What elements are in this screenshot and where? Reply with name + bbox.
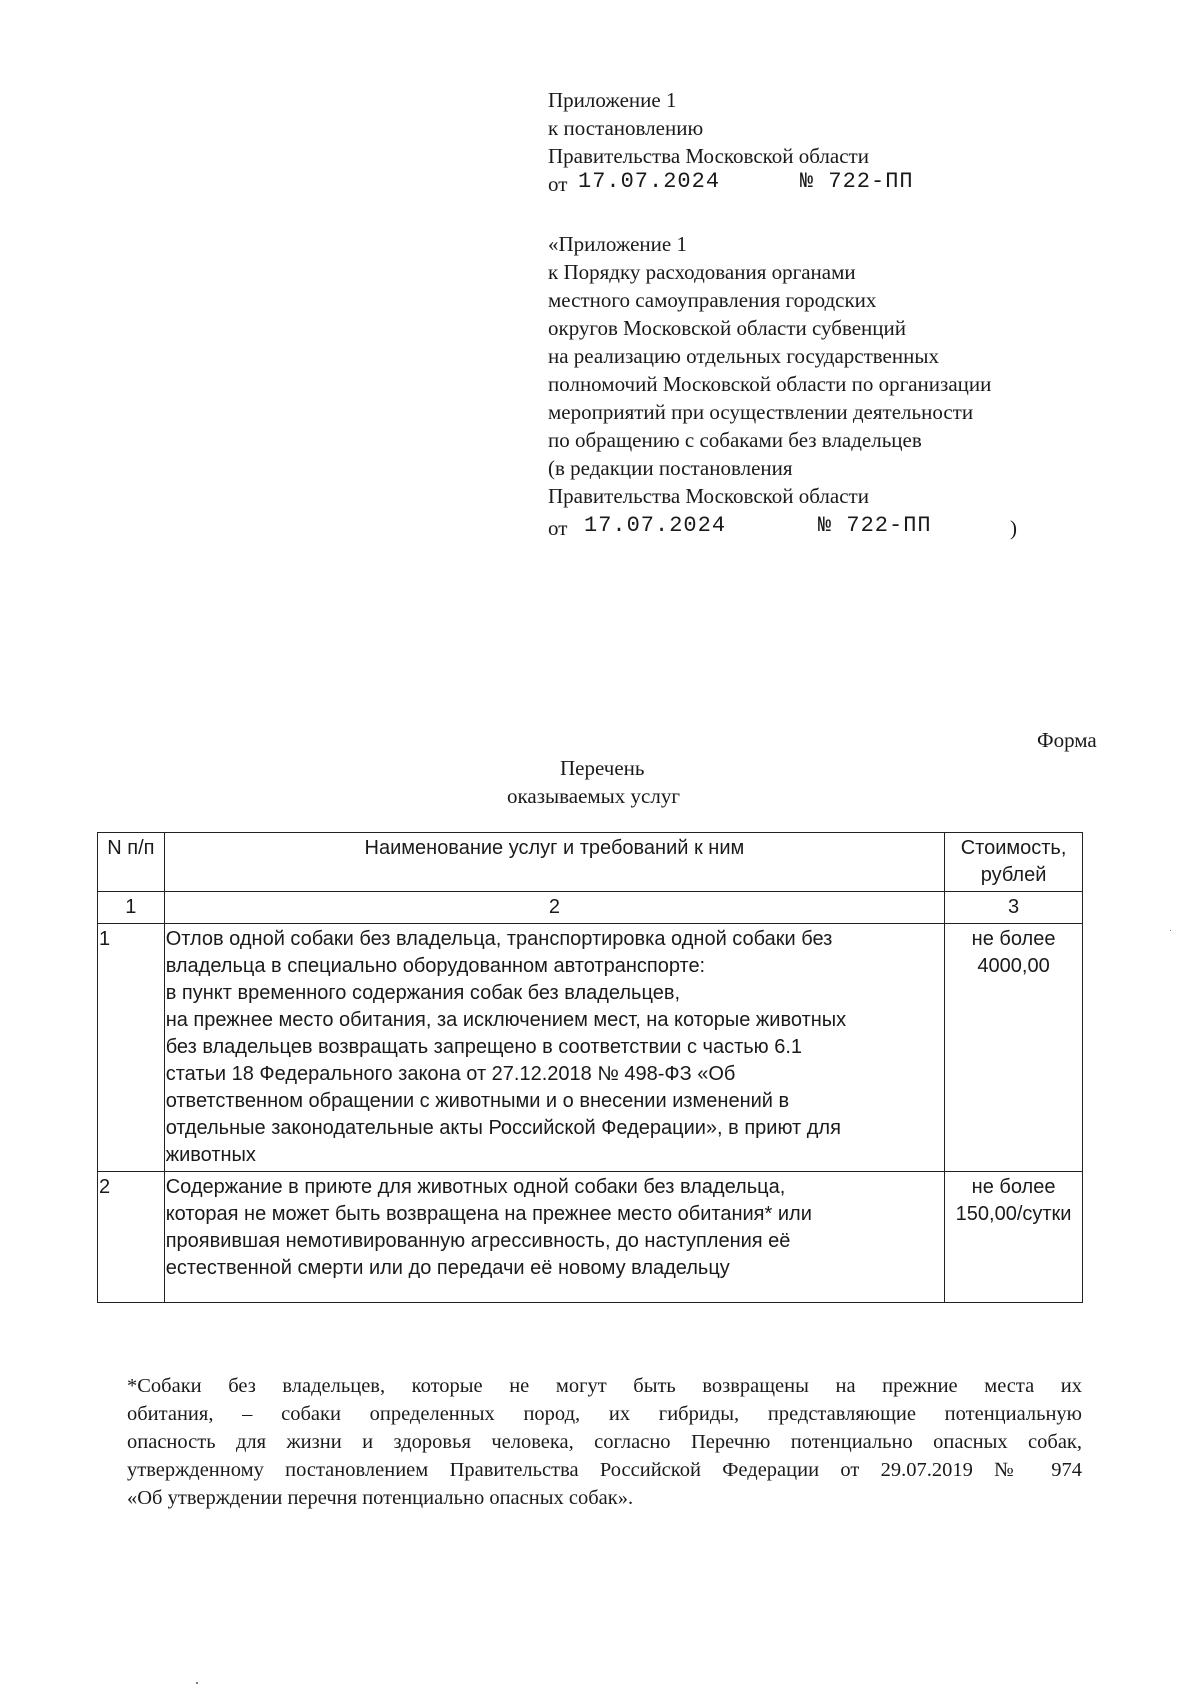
order-date: 17.07.2024	[584, 513, 727, 538]
row-1-cost	[945, 924, 1083, 1172]
order-line-4: округов Московской области субвенций	[548, 316, 907, 340]
row-1-line-3: в пункт временного содержания собак без владельцев,	[165, 982, 680, 1004]
list-title-line-2: оказываемых услуг	[507, 784, 680, 808]
row-1-line-5: без владельцев возвращать запрещено в соответствии с частью 6.1	[165, 1036, 803, 1058]
order-line-9: (в редакции постановления	[548, 456, 793, 480]
row-2-cost	[945, 1172, 1083, 1303]
row-2-cost-line-2: 150,00/сутки	[955, 1203, 1072, 1225]
scan-speck	[196, 1682, 198, 1684]
order-line-5: на реализацию отдельных государственных	[548, 344, 939, 368]
header-cost	[945, 833, 1083, 892]
appendix-line-3: Правительства Московской области	[548, 144, 869, 168]
row-1-num: 1	[98, 924, 165, 1172]
footnote-line-3: опасность для жизни и здоровья человека, согласно Перечню потенциально опасных собак,	[127, 1431, 1082, 1453]
row-1-name	[164, 924, 944, 1172]
order-line-3: местного самоуправления городских	[548, 288, 877, 312]
list-title-line-1: Перечень	[560, 756, 645, 780]
footnote-line-4: утвержденному постановлением Правительства Российской Федерации от 29.07.2019 № 974	[127, 1459, 1082, 1481]
header-cost-line-2: рублей	[980, 864, 1047, 886]
footnote	[127, 1372, 1082, 1512]
order-line-1: «Приложение 1	[548, 232, 687, 256]
row-1-line-9: животных	[165, 1144, 256, 1166]
header-name: Наименование услуг и требований к ним	[164, 833, 944, 892]
services-table	[97, 832, 1083, 1303]
table-column-numbers-row	[98, 892, 1083, 924]
footnote-line-5: «Об утверждении перечня потенциально опасных собак».	[127, 1487, 634, 1509]
order-line-8: по обращению с собаками без владельцев	[548, 428, 922, 452]
row-1-cost-line-1: не более	[971, 928, 1056, 950]
row-2-line-2: которая не может быть возвращена на прежнее место обитания* или	[165, 1203, 812, 1225]
row-2-num: 2	[98, 1172, 165, 1303]
row-1-line-4: на прежнее место обитания, за исключением мест, на которые животных	[165, 1009, 847, 1031]
header-cost-line-1: Стоимость,	[960, 837, 1067, 859]
form-label: Форма	[1037, 728, 1097, 752]
table-row	[98, 924, 1083, 1172]
row-1-line-7: ответственном обращении с животными и о внесении изменений в	[165, 1090, 790, 1112]
appendix-number: № 722-ПП	[800, 169, 914, 194]
order-line-7: мероприятий при осуществлении деятельности	[548, 400, 974, 424]
row-2-line-1: Содержание в приюте для животных одной собаки без владельца,	[165, 1176, 786, 1198]
row-1-line-8: отдельные законодательные акты Российской Федерации», в приют для	[165, 1117, 841, 1139]
order-closing-bracket: )	[1010, 516, 1017, 540]
appendix-line-2: к постановлению	[548, 116, 704, 140]
appendix-title: Приложение 1	[548, 88, 677, 112]
scan-speck	[1170, 930, 1171, 931]
row-1-line-2: владельца в специально оборудованном автотранспорте:	[165, 955, 706, 977]
order-number: № 722-ПП	[818, 513, 932, 538]
row-1-line-6: статьи 18 Федерального закона от 27.12.2018 № 498-ФЗ «Об	[165, 1063, 736, 1085]
header-num: N п/п	[98, 833, 165, 892]
column-number-2: 2	[164, 892, 944, 924]
row-2-line-4: естественной смерти или до передачи её новому владельцу	[165, 1257, 730, 1279]
column-number-3: 3	[945, 892, 1083, 924]
table-row	[98, 1172, 1083, 1303]
column-number-1: 1	[98, 892, 165, 924]
footnote-line-1: *Собаки без владельцев, которые не могут быть возвращены на прежние места их	[127, 1375, 1082, 1397]
order-line-10: Правительства Московской области	[548, 484, 869, 508]
order-line-6: полномочий Московской области по организации	[548, 372, 992, 396]
footnote-line-2: обитания, – собаки определенных пород, их гибриды, представляющие потенциальную	[127, 1403, 1082, 1425]
order-date-prefix: от	[548, 516, 568, 540]
row-1-cost-line-2: 4000,00	[977, 955, 1050, 977]
row-2-line-3: проявившая немотивированную агрессивность, до наступления её	[165, 1230, 791, 1252]
row-1-line-1: Отлов одной собаки без владельца, транспортировка одной собаки без	[165, 928, 833, 950]
appendix-date: 17.07.2024	[578, 169, 721, 194]
order-line-2: к Порядку расходования органами	[548, 260, 856, 284]
row-2-name	[164, 1172, 944, 1303]
row-2-cost-line-1: не более	[971, 1176, 1056, 1198]
table-header-row	[98, 833, 1083, 892]
appendix-date-prefix: от	[548, 172, 568, 196]
